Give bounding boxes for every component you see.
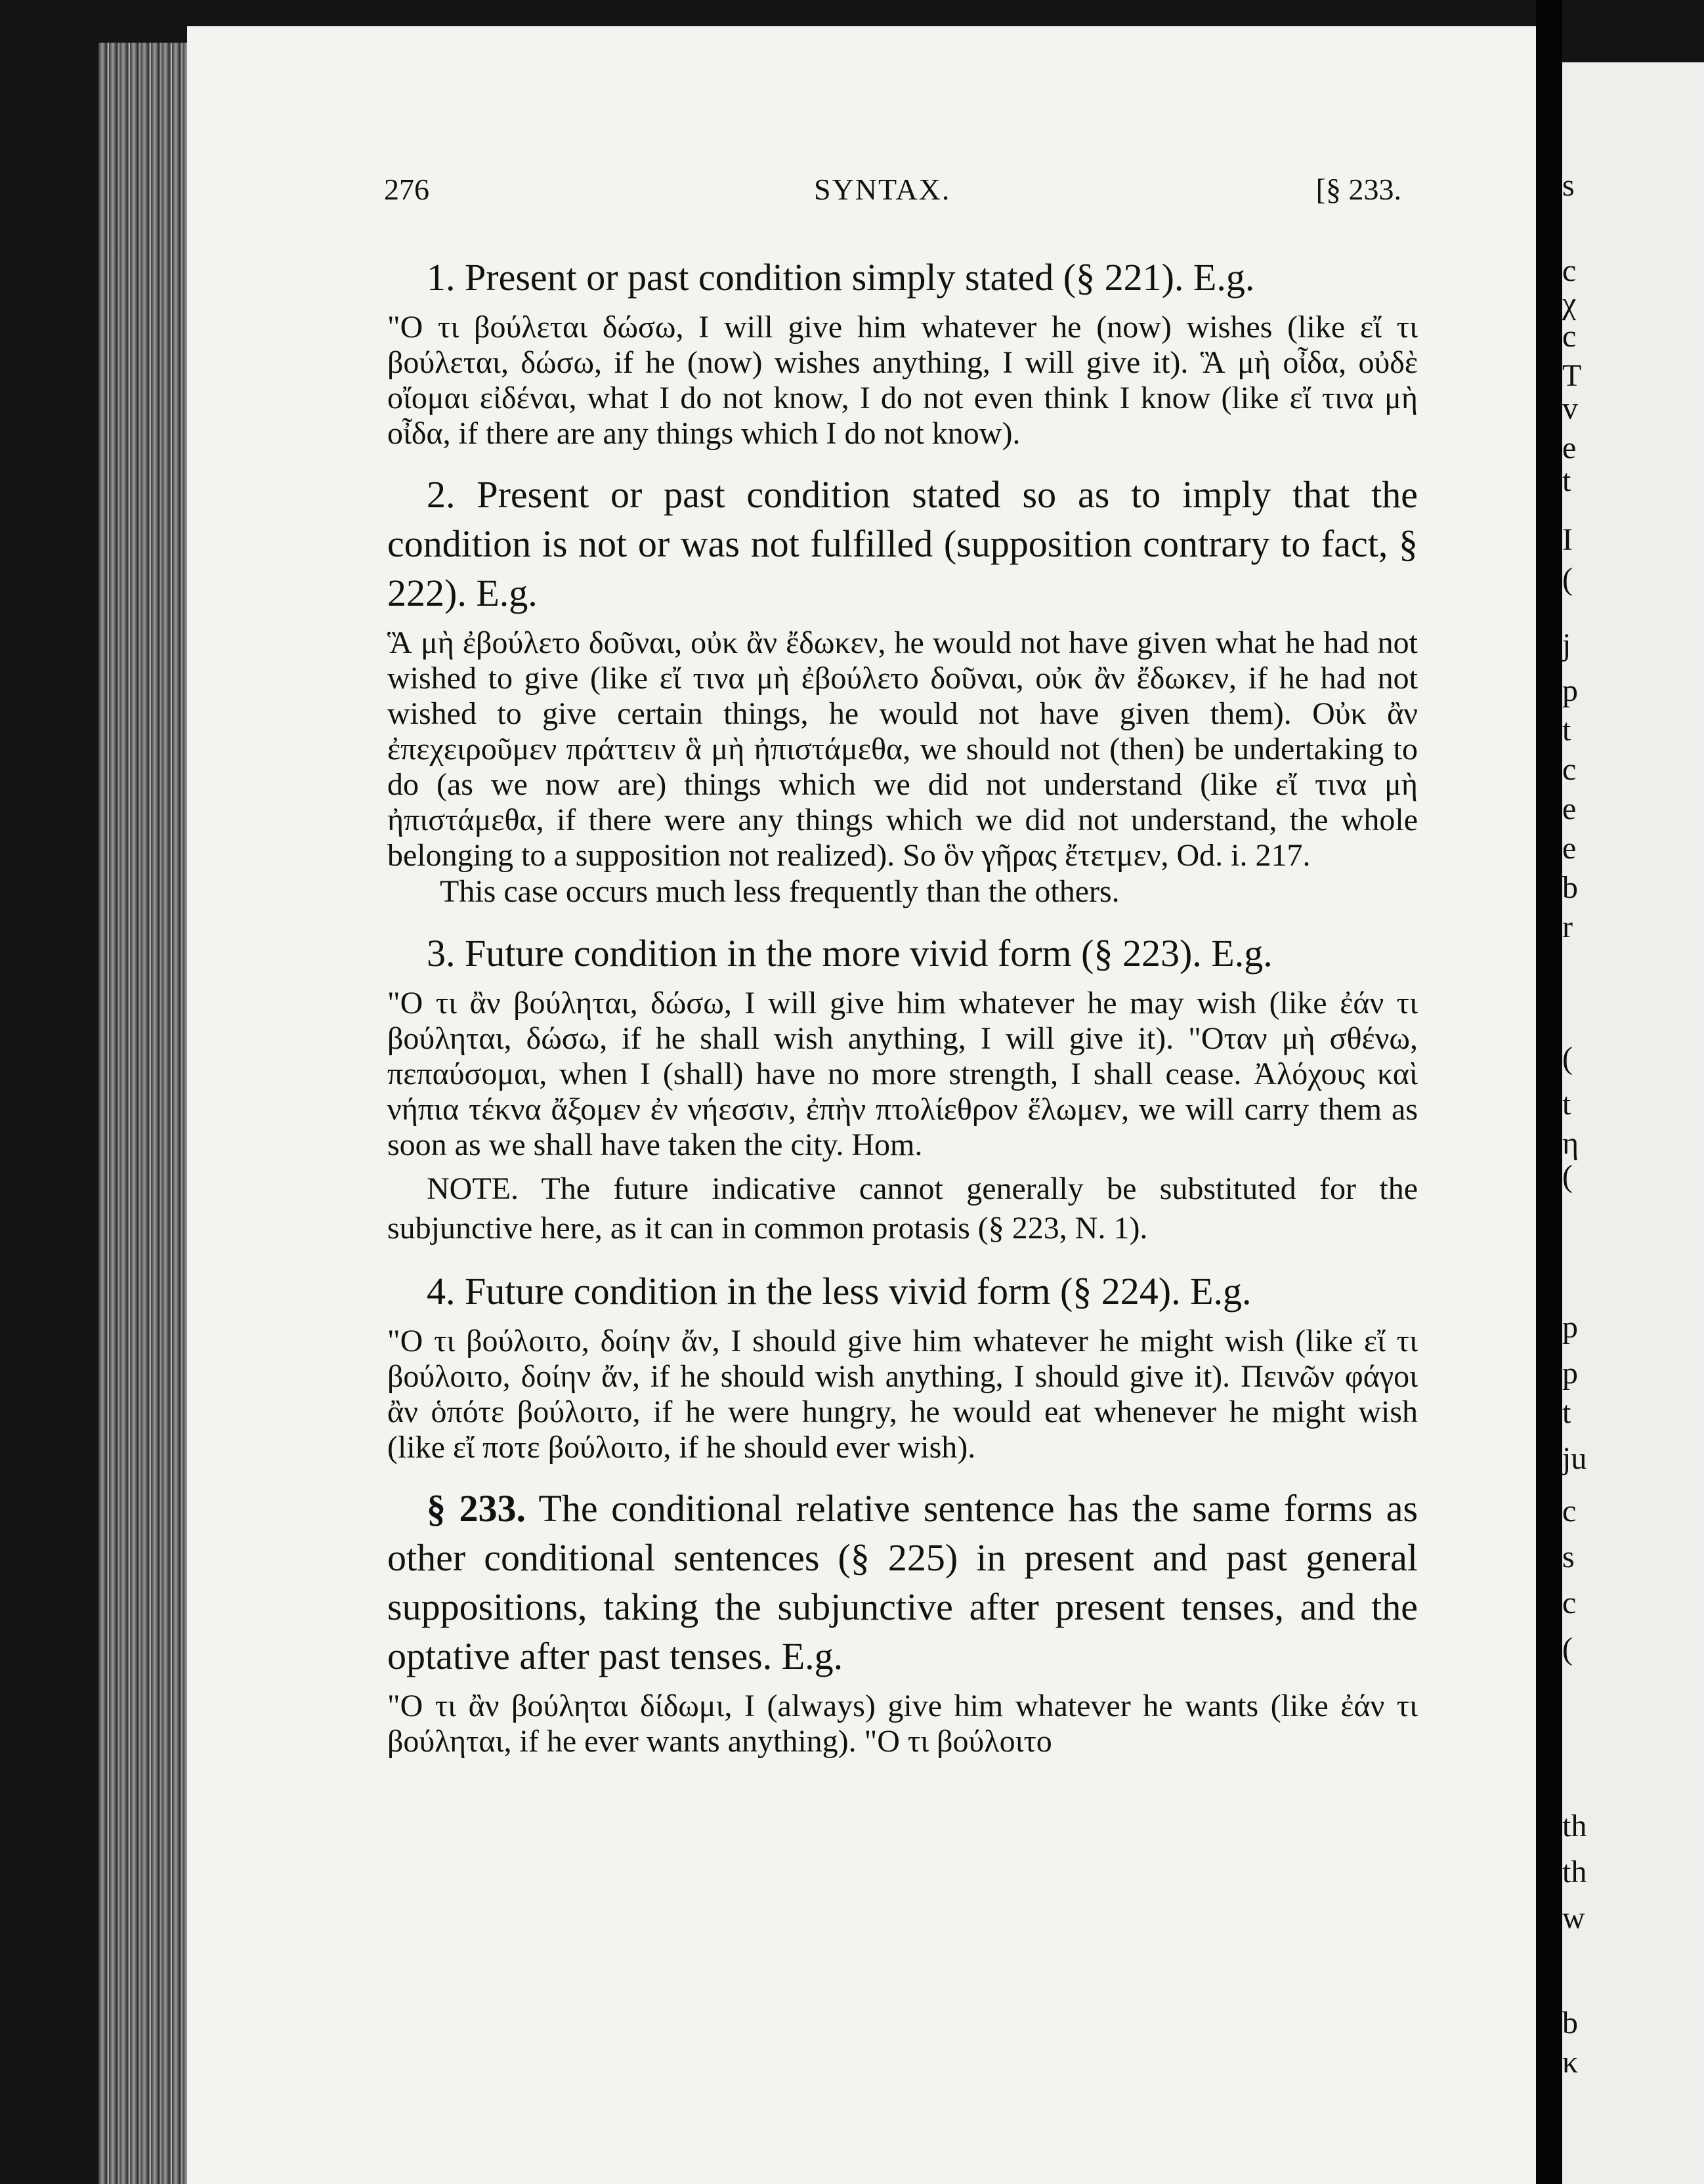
case-3-heading: 3. Future condition in the more vivid form (§ 223). E.g. bbox=[427, 932, 1273, 975]
running-title: SYNTAX. bbox=[814, 173, 951, 206]
fragment: e bbox=[1562, 791, 1577, 826]
fragment: ( bbox=[1562, 1631, 1573, 1666]
fragment: e bbox=[1562, 831, 1577, 866]
fragment: ( bbox=[1562, 562, 1573, 597]
case-3-note: NOTE. The future indicative cannot generally be substituted for the subjunctive here, as it can in common protasis (§ 223, N. 1). bbox=[387, 1171, 1418, 1246]
case-1-examples: "Ο τι βούλεται δώσω, I will give him whatever he (now) wishes (like εἴ τι βούλεται, δώσω, if he (now) wishes anything, I will give it). Ἃ μὴ οἶδα, οὐδὲ οἴομαι εἰδέναι, what I do not know, I do not even think I know (like εἴ τινα μὴ οἶδα, if there are any things which I do not know). bbox=[387, 310, 1418, 451]
fragment: s bbox=[1562, 1540, 1575, 1574]
adjacent-page-edge bbox=[1562, 62, 1704, 2184]
fragment: ( bbox=[1562, 1159, 1573, 1194]
fragment: s bbox=[1562, 168, 1575, 203]
case-2-remark: This case occurs much less frequently than the others. bbox=[440, 874, 1120, 909]
fragment: c bbox=[1562, 752, 1577, 787]
fragment: χ bbox=[1562, 286, 1577, 321]
fragment: j bbox=[1562, 627, 1571, 662]
fragment: t bbox=[1562, 1087, 1571, 1122]
fragment: c bbox=[1562, 319, 1577, 354]
fragment: th bbox=[1562, 1855, 1587, 1889]
fragment: b bbox=[1562, 2006, 1578, 2040]
case-3-examples: "Ο τι ἂν βούληται, δώσω, I will give him whatever he may wish (like ἐάν τι βούληται, δώσω, if he shall wish anything, I will give it). "Οταν μὴ σθένω, πεπαύσομαι, when I (shall) have no more strength, I shall cease. Ἀλόχους καὶ νήπια τέκνα ἄξομεν ἐν νήεσσιν, ἐπὴν πτολίεθρον ἕλωμεν, we will carry them as soon as we shall have taken the city. Hom. bbox=[387, 986, 1418, 1162]
case-2-heading: 2. Present or past condition stated so as to imply that the condition is not or was not fulfilled (supposition contrary to fact, § 222). E.g. bbox=[387, 473, 1418, 614]
section-233-paragraph bbox=[387, 1484, 1418, 1681]
fragment: e bbox=[1562, 430, 1577, 465]
book-gutter bbox=[1536, 0, 1562, 2184]
fragment: t bbox=[1562, 463, 1571, 498]
section-233-text: The conditional relative sentence has the same forms as other conditional sentences (§ 225) in present and past general suppositions, taking the subjunctive after present tenses, and the optative after past tenses. E.g. bbox=[387, 1487, 1418, 1677]
fragment: c bbox=[1562, 1494, 1577, 1528]
fragment: I bbox=[1562, 522, 1573, 557]
fragment: th bbox=[1562, 1809, 1587, 1843]
fragment: T bbox=[1562, 358, 1582, 393]
running-header bbox=[384, 172, 1401, 218]
fragment: t bbox=[1562, 713, 1571, 747]
case-2-examples: Ἃ μὴ ἐβούλετο δοῦναι, οὐκ ἂν ἔδωκεν, he would not have given what he had not wished to give (like εἴ τινα μὴ ἐβούλετο δοῦναι, οὐκ ἂν ἔδωκεν, if he had not wished to give certain things, he would not have given them). Οὐκ ἂν ἐπεχειροῦμεν πράττειν ἃ μὴ ἠπιστάμεθα, we should not (then) be undertaking to do (as we now are) things which we did not understand (like εἴ τινα μὴ ἠπιστάμεθα, if there were any things which we did not understand, the whole belonging to a supposition not realized). So ὃν γῆρας ἔτετμεν, Od. i. 217. bbox=[387, 625, 1418, 873]
case-4-heading: 4. Future condition in the less vivid form (§ 224). E.g. bbox=[427, 1270, 1252, 1312]
fragment: r bbox=[1562, 910, 1573, 944]
case-1-heading: 1. Present or past condition simply stated (§ 221). E.g. bbox=[427, 256, 1255, 299]
fragment: η bbox=[1562, 1126, 1579, 1161]
page-body bbox=[387, 253, 1418, 1759]
fragment: ju bbox=[1562, 1441, 1587, 1476]
case-4-examples: "Ο τι βούλοιτο, δοίην ἄν, I should give him whatever he might wish (like εἴ τι βούλοιτο, δοίην ἄν, if he should wish anything, I should give it). Πεινῶν φάγοι ἂν ὁπότε βούλοιτο, if he were hungry, he would eat whenever he might wish (like εἴ ποτε βούλοιτο, if he should ever wish). bbox=[387, 1324, 1418, 1465]
fragment: t bbox=[1562, 1395, 1571, 1430]
fragment: v bbox=[1562, 391, 1578, 426]
fragment: w bbox=[1562, 1900, 1585, 1935]
fragment: p bbox=[1562, 1310, 1578, 1345]
section-233-example: "Ο τι ἂν βούληται δίδωμι, I (always) give him whatever he wants (like ἐάν τι βούληται, if he ever wants anything). "Ο τι βούλοιτο bbox=[387, 1689, 1418, 1759]
fragment: c bbox=[1562, 253, 1577, 288]
section-reference: [§ 233. bbox=[1315, 173, 1401, 206]
fragment: c bbox=[1562, 1586, 1577, 1620]
section-233-number: § 233. bbox=[427, 1487, 526, 1530]
fragment: p bbox=[1562, 1356, 1578, 1391]
fragment: p bbox=[1562, 673, 1578, 708]
fragment: κ bbox=[1562, 2045, 1579, 2080]
fragment: b bbox=[1562, 870, 1578, 905]
fragment: ( bbox=[1562, 1041, 1573, 1076]
page-number: 276 bbox=[384, 173, 429, 206]
